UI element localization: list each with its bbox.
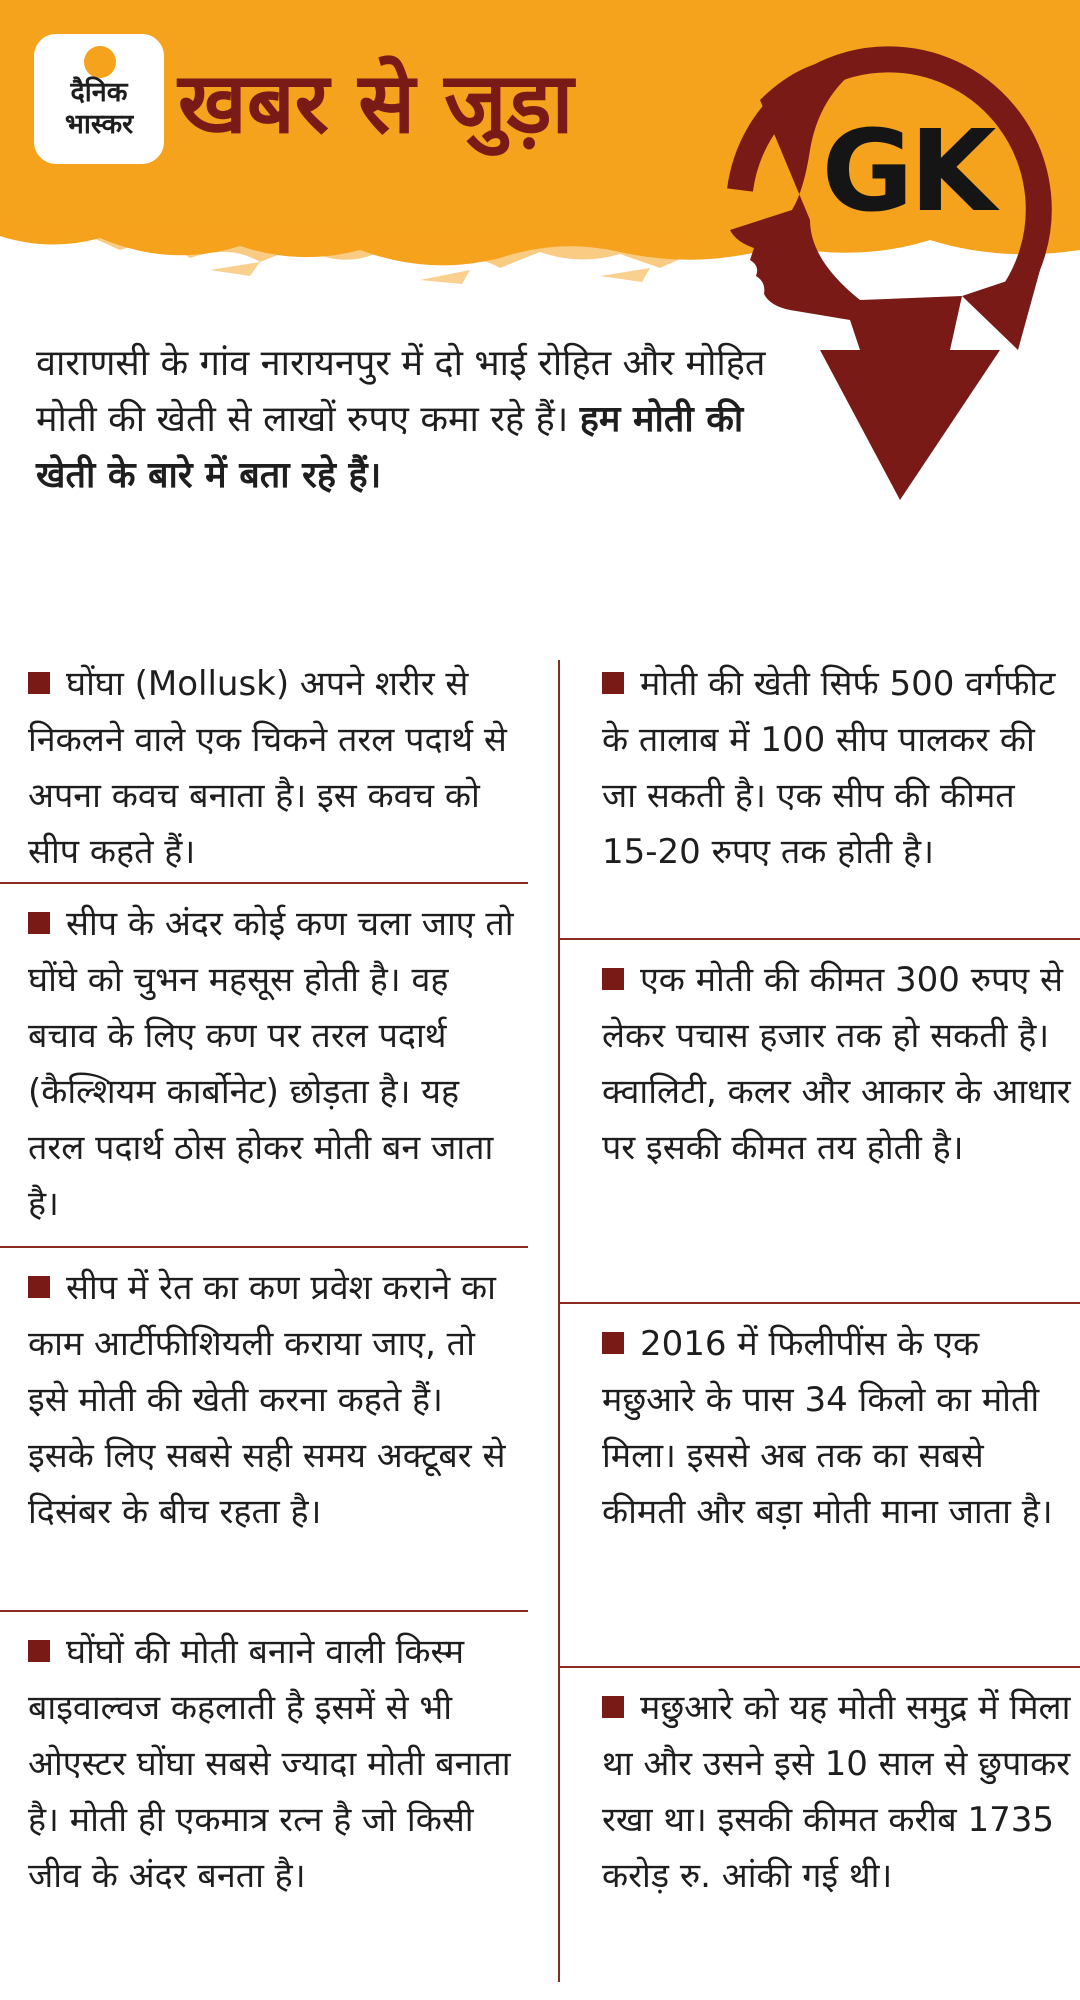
column-divider xyxy=(558,660,560,1982)
fact-item xyxy=(602,656,1072,880)
fact-text: घोंघा (Mollusk) अपने शरीर से निकलने वाले एक चिकने तरल पदार्थ से अपना कवच बनाता है। इस कवच को सीप कहते हैं। xyxy=(28,664,507,872)
logo-text-line2: भास्कर xyxy=(64,109,134,140)
square-bullet-icon xyxy=(602,1332,624,1354)
fact-item xyxy=(28,896,518,1232)
logo-text-line1: दैनिक xyxy=(70,77,128,108)
fact-text: एक मोती की कीमत 300 रुपए से लेकर पचास हजार तक हो सकती है। क्वालिटी, कलर और आकार के आधार पर इसकी कीमत तय होती है। xyxy=(602,960,1071,1168)
square-bullet-icon xyxy=(602,1696,624,1718)
gk-badge: GK xyxy=(821,107,993,237)
fact-text: सीप के अंदर कोई कण चला जाए तो घोंघे को चुभन महसूस होती है। वह बचाव के लिए कण पर तरल पदार्थ (कैल्शियम कार्बोनेट) छोड़ता है। यह तरल पदार्थ ठोस होकर मोती बन जाता है। xyxy=(28,904,514,1224)
fact-divider xyxy=(0,882,528,884)
fact-item xyxy=(28,656,518,880)
intro-paragraph xyxy=(36,336,776,504)
headline: खबर से जुड़ा xyxy=(178,54,574,152)
intro-bold-text: हम मोती की खेती के बारे में बता रहे हैं। xyxy=(36,399,744,496)
fact-text: 2016 में फिलीपींस के एक मछुआरे के पास 34 किलो का मोती मिला। इससे अब तक का सबसे कीमती और बड़ा मोती माना जाता है। xyxy=(602,1324,1053,1532)
fact-text: घोंघों की मोती बनाने वाली किस्म बाइवाल्वज कहलाती है इसमें से भी ओएस्टर घोंघा सबसे ज्यादा मोती बनाता है। मोती ही एकमात्र रत्न है जो किसी जीव के अंदर बनता है। xyxy=(28,1632,511,1896)
square-bullet-icon xyxy=(602,968,624,990)
fact-divider xyxy=(558,1666,1080,1668)
square-bullet-icon xyxy=(28,672,50,694)
sun-icon xyxy=(84,46,116,78)
fact-text: मछुआरे को यह मोती समुद्र में मिला था और उसने इसे 10 साल से छुपाकर रखा था। इसकी कीमत करीब 1735 करोड़ रु. आंकी गई थी। xyxy=(602,1688,1071,1896)
square-bullet-icon xyxy=(28,1640,50,1662)
fact-text: सीप में रेत का कण प्रवेश कराने का काम आर्टीफीशियली कराया जाए, तो इसे मोती की खेती करना कहते हैं। इसके लिए सबसे सही समय अक्टूबर से दिसंबर के बीच रहता है। xyxy=(28,1268,506,1532)
fact-item xyxy=(28,1624,518,1904)
fact-divider xyxy=(0,1246,528,1248)
square-bullet-icon xyxy=(28,912,50,934)
fact-item xyxy=(602,1316,1072,1540)
fact-item xyxy=(602,1680,1072,1904)
fact-divider xyxy=(558,1302,1080,1304)
fact-item xyxy=(28,1260,518,1540)
square-bullet-icon xyxy=(28,1276,50,1298)
intro-text: वाराणसी के गांव नारायनपुर में दो भाई रोहित और मोहित मोती की खेती से लाखों रुपए कमा रहे हैं। xyxy=(36,343,766,440)
fact-divider xyxy=(0,1610,528,1612)
square-bullet-icon xyxy=(602,672,624,694)
fact-text: मोती की खेती सिर्फ 500 वर्गफीट के तालाब में 100 सीप पालकर की जा सकती है। एक सीप की कीमत 15-20 रुपए तक होती है। xyxy=(602,664,1056,872)
dainik-bhaskar-logo xyxy=(34,34,164,164)
fact-item xyxy=(602,952,1072,1176)
fact-divider xyxy=(558,938,1080,940)
